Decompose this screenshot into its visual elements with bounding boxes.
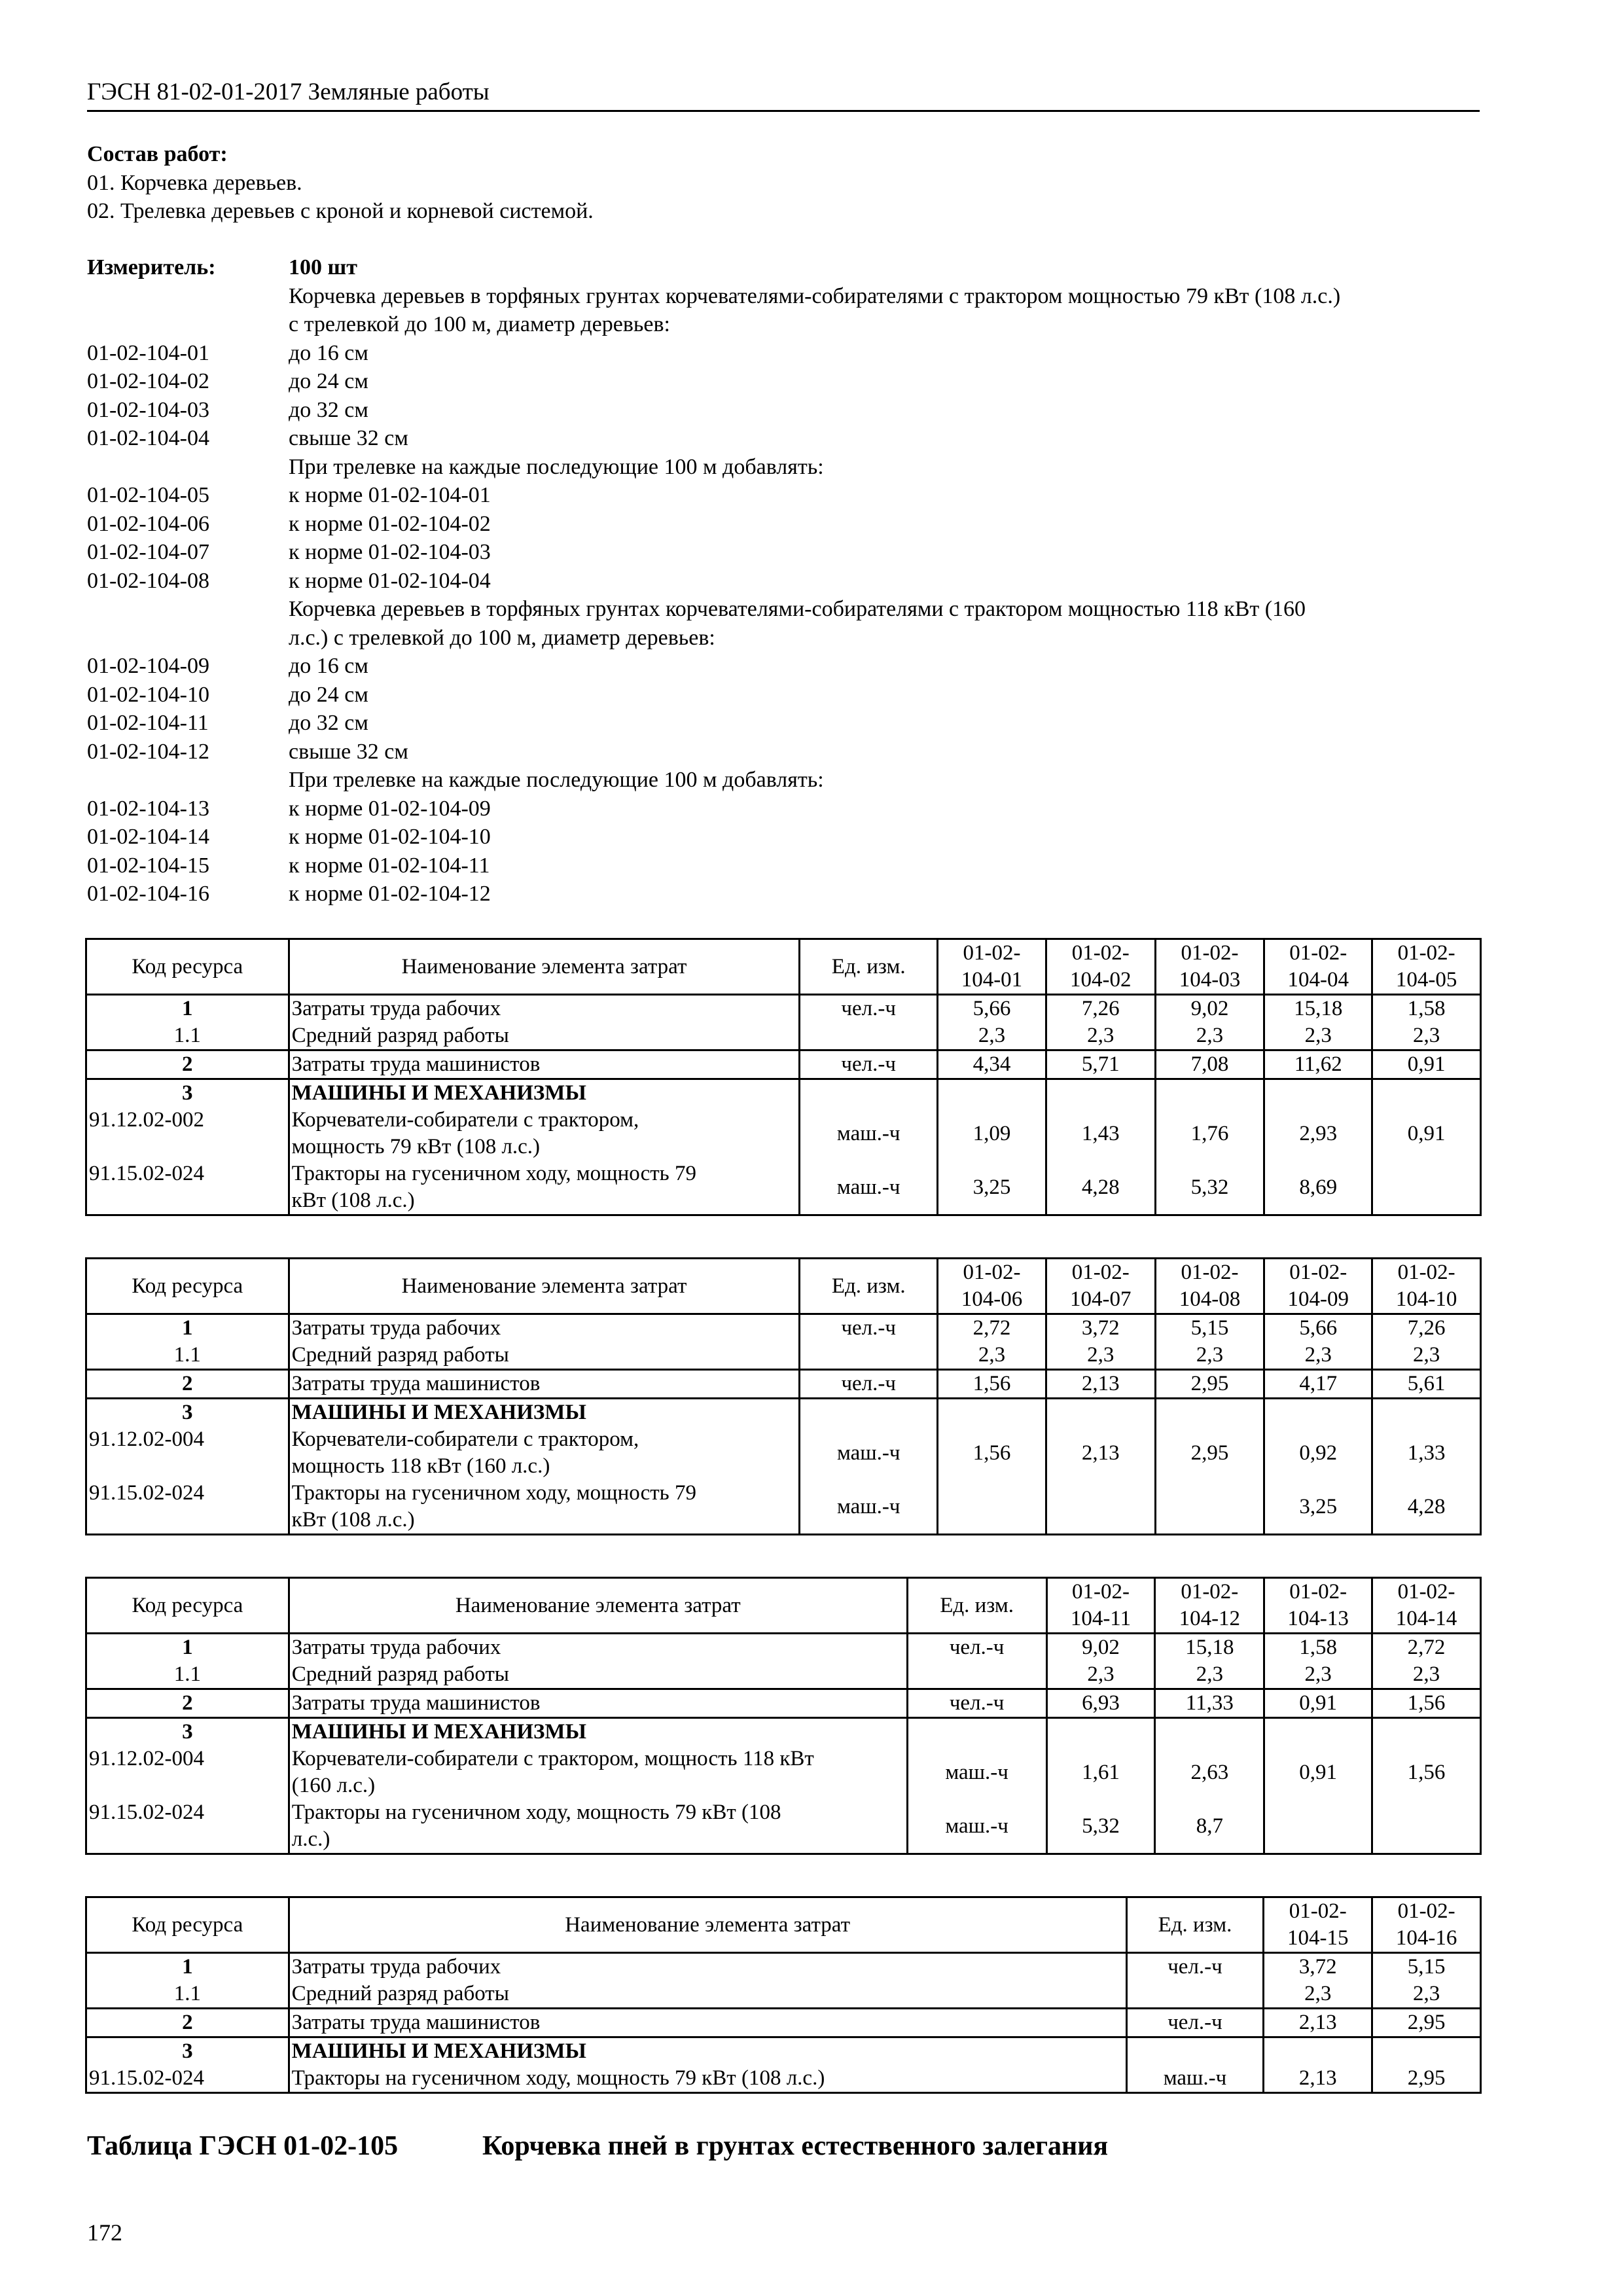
norm-description: к норме 01-02-104-09 xyxy=(289,796,491,821)
table-cell: Затраты труда машинистов xyxy=(289,2009,1126,2037)
table-cell: 0,91 xyxy=(1264,1689,1372,1718)
col-norm-header: 01-02- 104-14 xyxy=(1372,1578,1481,1634)
table-row xyxy=(86,1370,1481,1399)
col-norm-header: 01-02- 104-03 xyxy=(1155,939,1264,995)
table-cell: 2,72 2,3 xyxy=(938,1314,1046,1370)
norm-description: до 32 см xyxy=(289,711,368,735)
norm-description: Корчевка деревьев в торфяных грунтах корчевателями-собирателями с трактором мощностью 118 кВт (160 xyxy=(289,597,1306,621)
table-cell: 1,58 2,3 xyxy=(1372,995,1481,1050)
measure-line xyxy=(87,367,1480,396)
table-cell: МАШИНЫ И МЕХАНИЗМЫ Корчеватели-собиратели с трактором, мощность 118 кВт (160 л.с.) Тракторы на гусеничном ходу, мощность 79 кВт (108 л.с.) xyxy=(289,1718,907,1854)
table-cell: 2,13 xyxy=(1264,2037,1372,2093)
table-cell: 2,93 8,69 xyxy=(1264,1079,1372,1215)
norm-description: к норме 01-02-104-01 xyxy=(289,483,491,507)
table-cell: 5,66 2,3 xyxy=(1264,1314,1372,1370)
measure-line xyxy=(87,624,1480,653)
measure-section xyxy=(87,253,1480,908)
table-cell: Затраты труда рабочих Средний разряд работы xyxy=(289,995,800,1050)
measure-line xyxy=(87,567,1480,596)
next-table-name: Корчевка пней в грунтах естественного залегания xyxy=(482,2131,1109,2161)
table-cell: 7,26 2,3 xyxy=(1372,1314,1481,1370)
table-cell: 2 xyxy=(86,2009,289,2037)
composition-item: 02. Трелевка деревьев с кроной и корневой системой. xyxy=(87,199,594,223)
col-name-header: Наименование элемента затрат xyxy=(289,1578,907,1634)
table-cell: маш.-ч маш.-ч xyxy=(800,1399,938,1535)
norm-description: При трелевке на каждые последующие 100 м добавлять: xyxy=(289,454,824,479)
table-cell: 9,02 2,3 xyxy=(1046,1634,1155,1689)
col-unit-header: Ед. изм. xyxy=(800,1259,938,1314)
table-row xyxy=(86,1953,1481,2009)
col-code-header: Код ресурса xyxy=(86,939,289,995)
col-code-header: Код ресурса xyxy=(86,1578,289,1634)
measure-line xyxy=(87,795,1480,823)
col-norm-header: 01-02- 104-01 xyxy=(938,939,1046,995)
table-cell: 5,66 2,3 xyxy=(938,995,1046,1050)
table-row xyxy=(86,1050,1481,1079)
table-cell: маш.-ч xyxy=(1126,2037,1264,2093)
table-cell: 2,95 xyxy=(1372,2009,1481,2037)
col-name-header: Наименование элемента затрат xyxy=(289,1897,1126,1953)
measure-line xyxy=(87,681,1480,709)
col-norm-header: 01-02- 104-11 xyxy=(1046,1578,1155,1634)
norm-code: 01-02-104-10 xyxy=(87,682,209,707)
norm-description: л.с.) с трелевкой до 100 м, диаметр деревьев: xyxy=(289,625,715,650)
table-cell: Затраты труда машинистов xyxy=(289,1050,800,1079)
table-cell: 2,72 2,3 xyxy=(1372,1634,1481,1689)
table-cell: 2 xyxy=(86,1370,289,1399)
norm-description: свыше 32 см xyxy=(289,739,408,764)
table-cell: чел.-ч xyxy=(800,1050,938,1079)
table-cell: 11,33 xyxy=(1155,1689,1264,1718)
table-cell: 1,56 xyxy=(1372,1689,1481,1718)
table-cell: 2,63 8,7 xyxy=(1155,1718,1264,1854)
table-cell: 3 91.12.02-004 91.15.02-024 xyxy=(86,1399,289,1535)
norm-description: до 16 см xyxy=(289,654,368,678)
table-cell: Затраты труда рабочих Средний разряд работы xyxy=(289,1953,1126,2009)
col-unit-header: Ед. изм. xyxy=(800,939,938,995)
table-cell: Затраты труда машинистов xyxy=(289,1370,800,1399)
norm-table-4 xyxy=(85,1896,1482,2094)
table-cell: 5,15 2,3 xyxy=(1155,1314,1264,1370)
norm-code: 01-02-104-01 xyxy=(87,340,209,365)
table-cell: 1,56 xyxy=(938,1370,1046,1399)
table-cell: 1,09 3,25 xyxy=(938,1079,1046,1215)
measure-line xyxy=(87,766,1480,795)
norm-code xyxy=(87,624,289,653)
norm-description: к норме 01-02-104-11 xyxy=(289,853,490,878)
norm-code: 01-02-104-08 xyxy=(87,568,209,593)
table-cell: 7,26 2,3 xyxy=(1046,995,1155,1050)
table-cell: 2,13 xyxy=(1264,2009,1372,2037)
col-norm-header: 01-02- 104-16 xyxy=(1372,1897,1481,1953)
measure-line xyxy=(87,852,1480,880)
table-cell: 4,17 xyxy=(1264,1370,1372,1399)
table-cell: 0,91 xyxy=(1372,1079,1481,1215)
table-cell: 3 91.12.02-004 91.15.02-024 xyxy=(86,1718,289,1854)
table-cell: 7,08 xyxy=(1155,1050,1264,1079)
table-cell: 2,95 xyxy=(1155,1399,1264,1535)
running-header: ГЭСН 81-02-01-2017 Земляные работы xyxy=(87,77,1480,112)
norm-description: к норме 01-02-104-10 xyxy=(289,825,491,849)
table-cell: чел.-ч xyxy=(907,1689,1046,1718)
table-cell: 0,92 3,25 xyxy=(1264,1399,1372,1535)
norm-description: к норме 01-02-104-02 xyxy=(289,511,491,536)
norm-code: 01-02-104-09 xyxy=(87,654,209,678)
col-norm-header: 01-02- 104-13 xyxy=(1264,1578,1372,1634)
table-cell: чел.-ч xyxy=(1126,2009,1264,2037)
norm-description: до 24 см xyxy=(289,682,368,707)
table-cell: 1,58 2,3 xyxy=(1264,1634,1372,1689)
table-cell: 2,13 xyxy=(1046,1399,1155,1535)
measure-line xyxy=(87,282,1480,311)
composition-title: Состав работ: xyxy=(87,142,228,166)
table-cell: чел.-ч xyxy=(800,1314,938,1370)
composition-section xyxy=(87,140,594,226)
table-cell: 9,02 2,3 xyxy=(1155,995,1264,1050)
table-cell: 3,72 2,3 xyxy=(1046,1314,1155,1370)
norm-code: 01-02-104-04 xyxy=(87,426,209,450)
table-cell: чел.-ч xyxy=(1126,1953,1264,2009)
table-cell: Затраты труда рабочих Средний разряд работы xyxy=(289,1634,907,1689)
table-cell: 1,76 5,32 xyxy=(1155,1079,1264,1215)
norm-description: к норме 01-02-104-04 xyxy=(289,568,491,593)
norm-code: 01-02-104-14 xyxy=(87,825,209,849)
table-cell: 4,34 xyxy=(938,1050,1046,1079)
norm-table-1 xyxy=(85,938,1482,1216)
table-cell: МАШИНЫ И МЕХАНИЗМЫ Корчеватели-собиратели с трактором, мощность 118 кВт (160 л.с.) Тракторы на гусеничном ходу, мощность 79 кВт (108 л.с.) xyxy=(289,1399,800,1535)
table-cell: 1 1.1 xyxy=(86,1953,289,2009)
norm-code: 01-02-104-16 xyxy=(87,882,209,906)
measure-line xyxy=(87,453,1480,482)
norm-code: 01-02-104-03 xyxy=(87,397,209,422)
measure-line xyxy=(87,738,1480,766)
norm-description: свыше 32 см xyxy=(289,426,408,450)
table-cell: 5,15 2,3 xyxy=(1372,1953,1481,2009)
col-norm-header: 01-02- 104-10 xyxy=(1372,1259,1481,1314)
col-name-header: Наименование элемента затрат xyxy=(289,939,800,995)
norm-code: 01-02-104-11 xyxy=(87,711,209,735)
measure-line xyxy=(87,481,1480,510)
table-cell: 1 1.1 xyxy=(86,1634,289,1689)
table-cell: 1,56 xyxy=(938,1399,1046,1535)
table-cell: 1,33 4,28 xyxy=(1372,1399,1481,1535)
norm-code xyxy=(87,282,289,311)
col-norm-header: 01-02- 104-06 xyxy=(938,1259,1046,1314)
table-row xyxy=(86,2037,1481,2093)
table-cell: 1,61 5,32 xyxy=(1046,1718,1155,1854)
measure-line xyxy=(87,339,1480,368)
table-cell: 3,72 2,3 xyxy=(1264,1953,1372,2009)
col-norm-header: 01-02- 104-02 xyxy=(1046,939,1155,995)
table-cell: 0,91 xyxy=(1372,1050,1481,1079)
norm-code xyxy=(87,766,289,795)
norm-description: до 24 см xyxy=(289,369,368,393)
table-cell: 5,61 xyxy=(1372,1370,1481,1399)
table-cell: 2,95 xyxy=(1155,1370,1264,1399)
measure-line xyxy=(87,595,1480,624)
measure-unit: 100 шт xyxy=(289,255,357,279)
norm-description: до 16 см xyxy=(289,340,368,365)
col-norm-header: 01-02- 104-12 xyxy=(1155,1578,1264,1634)
table-cell: 5,71 xyxy=(1046,1050,1155,1079)
norm-code: 01-02-104-06 xyxy=(87,511,209,536)
norm-code: 01-02-104-13 xyxy=(87,796,209,821)
table-row xyxy=(86,995,1481,1050)
table-cell: 1 1.1 xyxy=(86,1314,289,1370)
norm-description: Корчевка деревьев в торфяных грунтах корчевателями-собирателями с трактором мощностью 79 кВт (108 л.с.) xyxy=(289,283,1341,308)
table-cell: 2,95 xyxy=(1372,2037,1481,2093)
table-row xyxy=(86,2009,1481,2037)
page-number: 172 xyxy=(87,2219,122,2246)
norm-code xyxy=(87,453,289,482)
measure-label: Измеритель: xyxy=(87,255,216,279)
table-cell: 2 xyxy=(86,1689,289,1718)
composition-item: 01. Корчевка деревьев. xyxy=(87,170,302,195)
table-cell: 0,91 xyxy=(1264,1718,1372,1854)
measure-line xyxy=(87,709,1480,738)
table-cell: маш.-ч маш.-ч xyxy=(800,1079,938,1215)
measure-line xyxy=(87,510,1480,539)
norm-code xyxy=(87,310,289,339)
table-row xyxy=(86,1399,1481,1535)
col-code-header: Код ресурса xyxy=(86,1897,289,1953)
col-norm-header: 01-02- 104-09 xyxy=(1264,1259,1372,1314)
table-cell: 6,93 xyxy=(1046,1689,1155,1718)
norm-code: 01-02-104-12 xyxy=(87,739,209,764)
table-row xyxy=(86,1718,1481,1854)
norm-description: к норме 01-02-104-03 xyxy=(289,540,491,564)
col-norm-header: 01-02- 104-08 xyxy=(1155,1259,1264,1314)
table-cell: 15,18 2,3 xyxy=(1155,1634,1264,1689)
table-cell: чел.-ч xyxy=(800,1370,938,1399)
norm-code: 01-02-104-07 xyxy=(87,540,209,564)
norm-description: к норме 01-02-104-12 xyxy=(289,882,491,906)
col-code-header: Код ресурса xyxy=(86,1259,289,1314)
table-cell: 3 91.15.02-024 xyxy=(86,2037,289,2093)
table-cell: 2 xyxy=(86,1050,289,1079)
measure-line xyxy=(87,310,1480,339)
table-cell: чел.-ч xyxy=(800,995,938,1050)
col-norm-header: 01-02- 104-07 xyxy=(1046,1259,1155,1314)
col-name-header: Наименование элемента затрат xyxy=(289,1259,800,1314)
next-table-title xyxy=(87,2130,1109,2162)
col-unit-header: Ед. изм. xyxy=(907,1578,1046,1634)
table-cell: 2,13 xyxy=(1046,1370,1155,1399)
table-cell: Затраты труда машинистов xyxy=(289,1689,907,1718)
norm-code xyxy=(87,595,289,624)
norm-code: 01-02-104-05 xyxy=(87,483,209,507)
table-row xyxy=(86,1689,1481,1718)
table-cell: МАШИНЫ И МЕХАНИЗМЫ Корчеватели-собиратели с трактором, мощность 79 кВт (108 л.с.) Тракторы на гусеничном ходу, мощность 79 кВт (108 л.с.) xyxy=(289,1079,800,1215)
measure-line xyxy=(87,424,1480,453)
measure-line xyxy=(87,652,1480,681)
col-unit-header: Ед. изм. xyxy=(1126,1897,1264,1953)
table-cell: маш.-ч маш.-ч xyxy=(907,1718,1046,1854)
table-cell: 3 91.12.02-002 91.15.02-024 xyxy=(86,1079,289,1215)
table-cell: чел.-ч xyxy=(907,1634,1046,1689)
table-row xyxy=(86,1314,1481,1370)
measure-line xyxy=(87,880,1480,908)
measure-line xyxy=(87,538,1480,567)
norm-description: При трелевке на каждые последующие 100 м добавлять: xyxy=(289,768,824,792)
table-cell: 15,18 2,3 xyxy=(1264,995,1372,1050)
next-table-label: Таблица ГЭСН 01-02-105 xyxy=(87,2131,399,2161)
norm-table-2 xyxy=(85,1257,1482,1535)
table-cell: Затраты труда рабочих Средний разряд работы xyxy=(289,1314,800,1370)
table-row xyxy=(86,1634,1481,1689)
measure-line xyxy=(87,823,1480,852)
table-cell: 1,43 4,28 xyxy=(1046,1079,1155,1215)
norm-code: 01-02-104-15 xyxy=(87,853,209,878)
table-cell: МАШИНЫ И МЕХАНИЗМЫ Тракторы на гусеничном ходу, мощность 79 кВт (108 л.с.) xyxy=(289,2037,1126,2093)
norm-table-3 xyxy=(85,1577,1482,1855)
table-cell: 11,62 xyxy=(1264,1050,1372,1079)
norm-description: до 32 см xyxy=(289,397,368,422)
table-cell: 1 1.1 xyxy=(86,995,289,1050)
norm-code: 01-02-104-02 xyxy=(87,369,209,393)
table-cell: 1,56 xyxy=(1372,1718,1481,1854)
measure-line xyxy=(87,396,1480,425)
col-norm-header: 01-02- 104-15 xyxy=(1264,1897,1372,1953)
table-row xyxy=(86,1079,1481,1215)
norm-description: с трелевкой до 100 м, диаметр деревьев: xyxy=(289,312,670,336)
col-norm-header: 01-02- 104-04 xyxy=(1264,939,1372,995)
col-norm-header: 01-02- 104-05 xyxy=(1372,939,1481,995)
